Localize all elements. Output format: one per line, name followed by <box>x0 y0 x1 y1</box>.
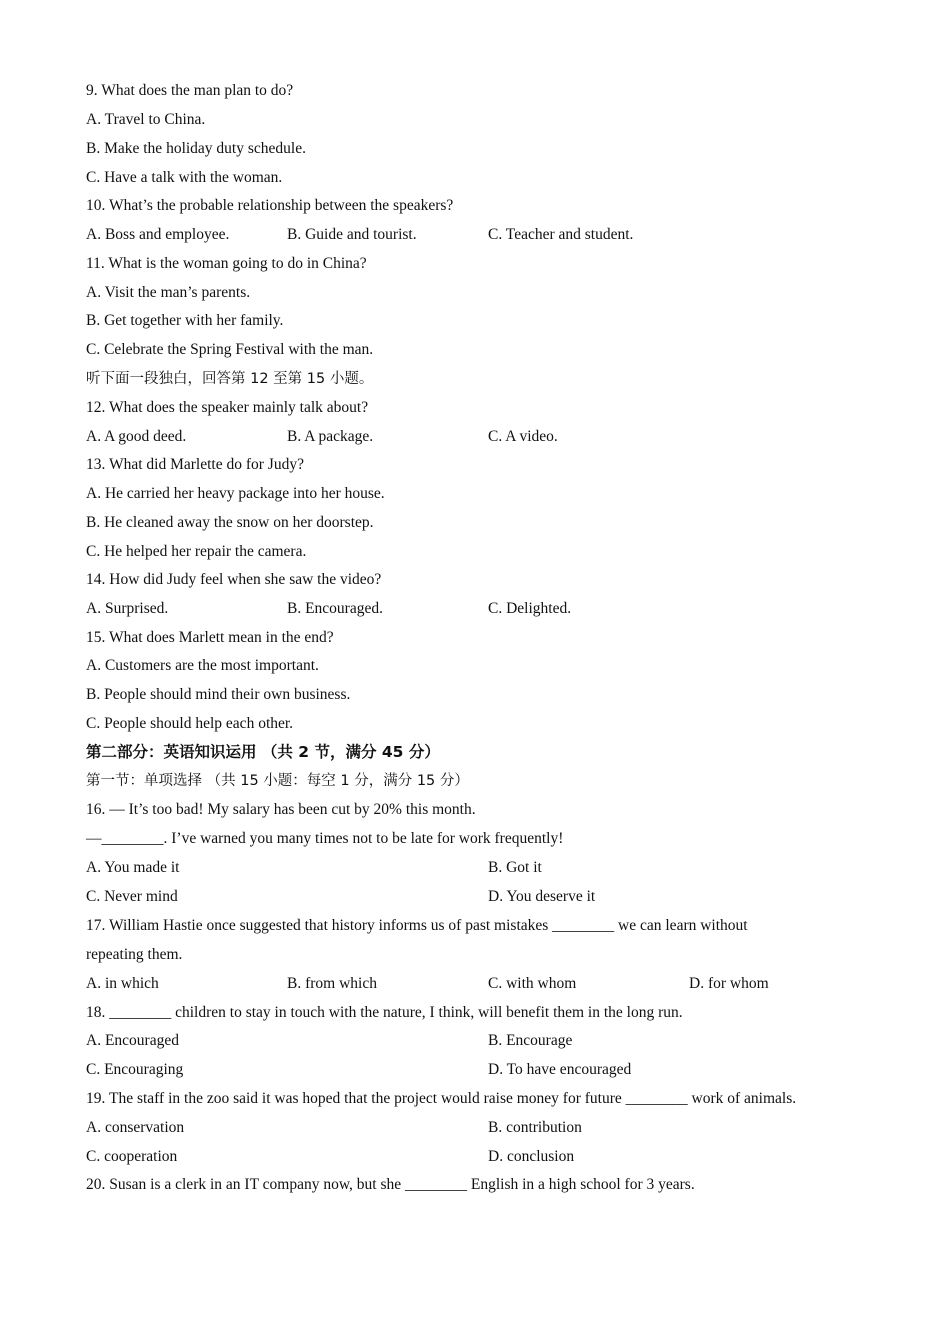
section-heading: 第一节：单项选择 （共 15 小题：每空 1 分，满分 15 分） <box>86 773 469 789</box>
question-10: 10. What’s the probable relationship between the speakers? <box>86 197 454 214</box>
option-a: A. A good deed. <box>86 428 187 445</box>
option-a: A. Surprised. <box>86 600 169 617</box>
option-b: B. Encourage <box>488 1032 573 1049</box>
option-a: A. in which <box>86 975 159 992</box>
option-c: C. A video. <box>488 428 558 445</box>
option-d: D. You deserve it <box>488 888 596 905</box>
option-b: B. Guide and tourist. <box>287 226 417 243</box>
option-a: A. Encouraged <box>86 1032 179 1049</box>
option-line: B. Get together with her family. <box>86 312 284 329</box>
question-17-continued: repeating them. <box>86 946 183 963</box>
question-19: 19. The staff in the zoo said it was hoped that the project would raise money for future ________ work of animals. <box>86 1090 797 1107</box>
question-18: 18. ________ children to stay in touch with the nature, I think, will benefit them in the long run. <box>86 1004 683 1021</box>
option-line: B. People should mind their own business. <box>86 686 351 703</box>
option-line: C. Have a talk with the woman. <box>86 169 283 186</box>
question-17: 17. William Hastie once suggested that history informs us of past mistakes ________ we can learn without <box>86 917 748 934</box>
option-line: C. Celebrate the Spring Festival with the man. <box>86 341 374 358</box>
option-d: D. conclusion <box>488 1148 575 1165</box>
option-b: B. from which <box>287 975 377 992</box>
option-d: D. To have encouraged <box>488 1061 632 1078</box>
question-16: 16. — It’s too bad! My salary has been cut by 20% this month. <box>86 801 476 818</box>
option-b: B. Got it <box>488 859 542 876</box>
option-a: A. Boss and employee. <box>86 226 230 243</box>
option-line: B. He cleaned away the snow on her doorstep. <box>86 514 374 531</box>
option-d: D. for whom <box>689 975 769 992</box>
question-12: 12. What does the speaker mainly talk about? <box>86 399 369 416</box>
option-a: A. You made it <box>86 859 180 876</box>
option-line: C. He helped her repair the camera. <box>86 543 307 560</box>
option-line: A. Customers are the most important. <box>86 657 319 674</box>
option-c: C. with whom <box>488 975 577 992</box>
question-13: 13. What did Marlette do for Judy? <box>86 456 304 473</box>
option-c: C. Delighted. <box>488 600 572 617</box>
option-line: A. Visit the man’s parents. <box>86 284 251 301</box>
option-line: C. People should help each other. <box>86 715 294 732</box>
option-line: B. Make the holiday duty schedule. <box>86 140 306 157</box>
option-line: A. He carried her heavy package into her house. <box>86 485 385 502</box>
option-b: B. A package. <box>287 428 374 445</box>
option-c: C. cooperation <box>86 1148 178 1165</box>
question-16-response: —________. I’ve warned you many times not to be late for work frequently! <box>86 830 564 847</box>
option-c: C. Never mind <box>86 888 178 905</box>
option-b: B. Encouraged. <box>287 600 383 617</box>
option-c: C. Encouraging <box>86 1061 184 1078</box>
question-14: 14. How did Judy feel when she saw the video? <box>86 571 382 588</box>
option-c: C. Teacher and student. <box>488 226 634 243</box>
option-line: A. Travel to China. <box>86 111 206 128</box>
question-20: 20. Susan is a clerk in an IT company now, but she ________ English in a high school for 3 years. <box>86 1176 695 1193</box>
question-9: 9. What does the man plan to do? <box>86 82 294 99</box>
listening-instruction: 听下面一段独白，回答第 12 至第 15 小题。 <box>86 371 374 387</box>
part-heading: 第二部分：英语知识运用 （共 2 节，满分 45 分） <box>86 743 440 761</box>
option-a: A. conservation <box>86 1119 185 1136</box>
question-11: 11. What is the woman going to do in China? <box>86 255 367 272</box>
option-b: B. contribution <box>488 1119 582 1136</box>
question-15: 15. What does Marlett mean in the end? <box>86 629 334 646</box>
